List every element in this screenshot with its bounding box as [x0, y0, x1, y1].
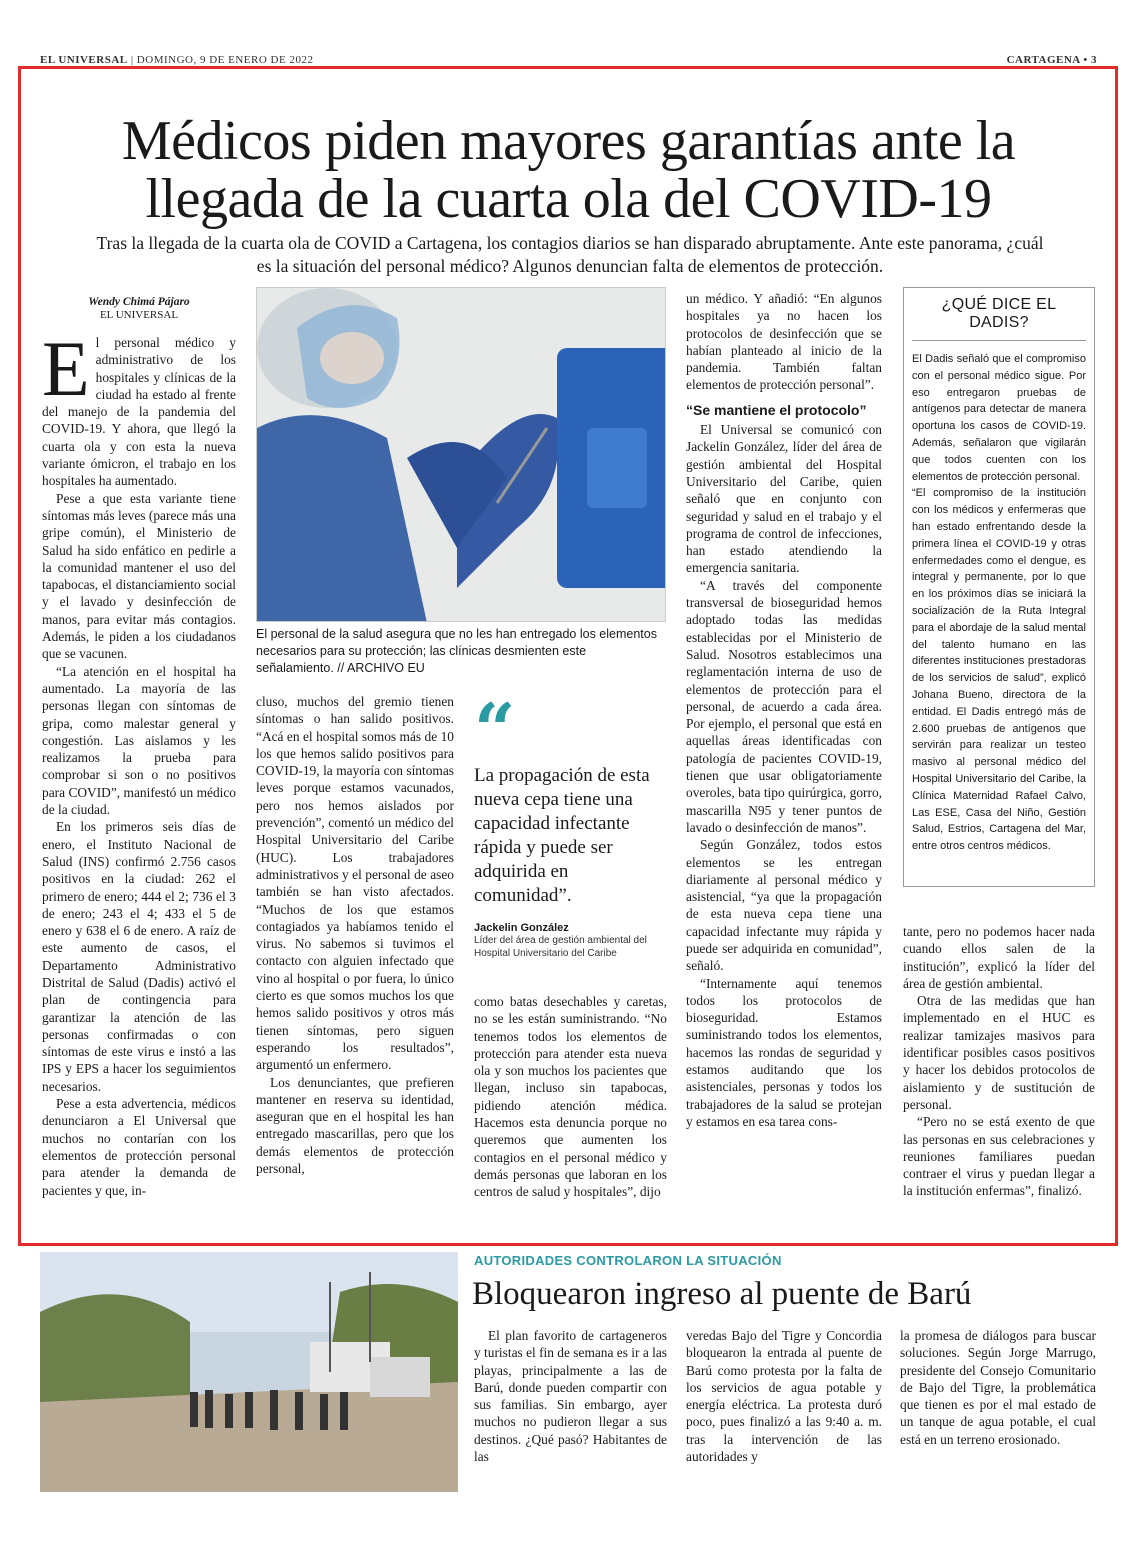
- article-column-1: [42, 296, 236, 1199]
- paragraph: como batas desechables y caretas, no se les están suministrando. “No tenemos todos los elementos de protección para atender esta nueva ola y son muchos los pacientes que llegan, incluso sin tapabocas, pidiendo atención médica. Hacemos esta denuncia porque no queremos que aumenten los contagios en el personal médico y demás personas que laboran en los centros de salud y hospitales”, dijo: [474, 994, 667, 1200]
- paragraph: Según González, todos estos elementos se les entregan diariamente al personal médico y asistencial, “ya que la propagación de esta nueva cepa tiene una capacidad infectante muy rápida y puede ser adquirida en comunidad”, señaló.: [686, 837, 882, 974]
- byline-author: Wendy Chimá Pájaro: [88, 296, 190, 308]
- article2-photo-protest: [40, 1252, 458, 1492]
- paragraph: El plan favorito de cartageneros y turistas el fin de semana es ir a las playas, principalmente a las de Barú, donde pueden compartir con sus familias. Sin embargo, ayer muchos no pudieron llegar a sus destinos. ¿Qué pasó? Habitantes de las: [474, 1328, 667, 1465]
- paragraph: El Universal se comunicó con Jackelin González, líder del área de gestión ambiental del Hospital Universitario del Caribe, quien señaló que en conjunto con seguridad y salud en el trabajo y el programa de control de infecciones, han estado atendiendo la emergencia sanitaria.: [686, 422, 882, 576]
- article-dek: Tras la llegada de la cuarta ola de COVID a Cartagena, los contagios diarios se han disparado abruptamente. Ante este panorama, ¿cuál es la situación del personal médico? Algunos denuncian falta de elementos de protección.: [96, 233, 1044, 276]
- paragraph: veredas Bajo del Tigre y Concordia bloquearon la entrada al puente de Barú como protesta por la falta de los servicios de agua potable y energía eléctrica. La protesta duró poco, pues finalizó a las 9:40 a. m. tras la intervención de las autoridades y: [686, 1328, 882, 1465]
- article-column-2: [256, 693, 454, 1177]
- nurse-vaccine-illustration: [257, 288, 666, 622]
- paragraph: Pese a esta advertencia, médicos denunciaron a El Universal que muchos no contarían con los elementos de protección personal para atender la demanda de pacientes y que, in-: [42, 1096, 236, 1198]
- paragraph: Pese a que esta variante tiene síntomas más leves (parece más una gripe común), el Ministerio de Salud ha sido enfático en pedirle a la comunidad mantener el uso del tapabocas, el distanciamiento social y el lavado y desinfección de manos, para evitar más contagios. Además, le piden a los ciudadanos que se vacunen.: [42, 490, 236, 662]
- paragraph: En los primeros seis días de enero, el Instituto Nacional de Salud (INS) confirmó 2.756 casos positivos en la ciudad: 262 el primero de enero; 444 el 2; 736 el 3 de enero; 243 el 4; 433 el 5 de enero y 638 el 6 de enero. A raíz de este aumento de casos, el Departamento Administrativo Distrital de Salud (Dadis) activó el plan de contingencia para garantizar la atención de las personas confirmadas o con síntomas de este virus e instó a las IPS y EPS a hacer los seguimientos necesarios.: [42, 819, 236, 1094]
- article-column-3: [474, 993, 667, 1201]
- dropcap: E: [42, 325, 90, 412]
- article2-column-1: [474, 1327, 667, 1465]
- photo-caption: El personal de la salud asegura que no les han entregado los elementos necesarios para su protección; las clínicas desmienten este señalamiento. // ARCHIVO EU: [256, 627, 657, 675]
- article2-kicker: AUTORIDADES CONTROLARON LA SITUACIÓN: [474, 1253, 782, 1268]
- quote-mark-icon: “: [474, 687, 516, 772]
- byline: [42, 296, 236, 322]
- protest-illustration: [40, 1252, 458, 1492]
- sidebar-dadis: [903, 287, 1095, 887]
- paragraph: “La atención en el hospital ha aumentado. La mayoría de las personas llegan con síntomas de gripa, como malestar general y congestión. Las aislamos y les realizamos la prueba para comprobar si son o no positivos para COVID”, manifestó un médico de la ciudad.: [42, 663, 236, 818]
- paragraph: Los denunciantes, que prefieren mantener en reserva su identidad, aseguran que en el hospital les han entregado mascarillas, pero que los demás elementos de protección personal,: [256, 1074, 454, 1177]
- article2-column-2: [686, 1327, 882, 1465]
- article-headline: Médicos piden mayores garantías ante la llegada de la cuarta ola del COVID-19: [121, 110, 1016, 230]
- paragraph: tante, pero no podemos hacer nada cuando ellos salen de la institución”, explicó la líder del área de gestión ambiental.: [903, 924, 1095, 991]
- pull-quote: [474, 687, 664, 960]
- article-column-5: [903, 923, 1095, 1200]
- quote-text: La propagación de esta nueva cepa tiene una capacidad infectante rápida y puede ser adquirida en comunidad”.: [474, 765, 650, 906]
- article-photo-nurse-vaccine: [256, 287, 666, 622]
- byline-org: EL UNIVERSAL: [99, 309, 179, 321]
- sidebar-paragraph: El Dadis señaló que el compromiso con el personal médico sigue. Por eso entregaron pruebas de antígenos para detectar de manera oportuna los casos de COVID-19. Además, señalaron que vigilarán que todos cuenten con los elementos de protección personal.: [912, 353, 1086, 483]
- paragraph: la promesa de diálogos para buscar soluciones. Según Jorge Marrugo, presidente del Consejo Comunitario de Bajo del Tigre, la problemática que tienen es por el mal estado de un tanque de agua potable, el cual está en un terreno erosionado.: [900, 1328, 1096, 1447]
- paragraph: “Internamente aquí tenemos todos los protocolos de bioseguridad. Estamos suministrando todos los elementos, hacemos las rondas de seguridad y estamos auditando que los asistenciales, personas y todos los trabajadores de la salud se protejan y estamos en esa tarea cons-: [686, 975, 882, 1129]
- paragraph: Otra de las medidas que han implementado en el HUC es realizar tamizajes masivos para identificar posibles casos positivos y hacer los debidos protocolos de aislamiento y de sustitución de personal.: [903, 993, 1095, 1112]
- article2-headline: Bloquearon ingreso al puente de Barú: [472, 1276, 972, 1312]
- quote-role: Líder del área de gestión ambiental del Hospital Universitario del Caribe: [474, 935, 647, 959]
- paragraph: El personal médico y administrativo de los hospitales y clínicas de la ciudad ha estado al frente del manejo de la pandemia del COVID-19. Y ahora, que llegó la cuarta ola y con esta la nueva variante ómicron, el trabajo en los hospitales ha aumentado.: [42, 325, 236, 489]
- paragraph: un médico. Y añadió: “En algunos hospitales ya no hacen los protocolos de desinfección que se habían planteado al inicio de la pandemia. También faltan elementos de protección personal”.: [686, 291, 882, 393]
- sidebar-title: ¿QUÉ DICE EL DADIS?: [912, 296, 1086, 341]
- paragraph: “Pero no se está exento de que las personas en sus celebraciones y reuniones familiares puedan contraer el virus y puedan llegar a la institución enfermas”, finalizó.: [903, 1114, 1095, 1199]
- paragraph: “A través del componente transversal de bioseguridad hemos adoptado todas las medidas establecidas por el Ministerio de Salud. Nosotros establecimos una reglamentación interna de uso de elementos de protección para el personal, de acuerdo a cada área. Por ejemplo, el personal que está en aquellas áreas identificadas con patología de pacientes COVID-19, tienen que usar obligatoriamente overoles, bata tipo quirúrgica, gorro, mascarilla N95 y tener puntos de lavado o desinfección de manos”.: [686, 577, 882, 835]
- quote-author: Jackelin González: [474, 922, 569, 934]
- section-label: CARTAGENA • 3: [1006, 54, 1097, 66]
- paragraph: cluso, muchos del gremio tienen síntomas o han salido positivos. “Acá en el hospital somos más de 10 los que hemos salido positivos para COVID-19, la mayoría con síntomas leves porque estamos vacunados, pero nos hemos aislados por prevención”, comentó un médico del Hospital Universitario del Caribe (HUC). Los trabajadores administrativos y el personal de aseo también se han visto afectados. “Muchos de los que estamos contagiados ya habíamos tenido el virus. No sabemos si tuvimos el contacto con alguien infectado que vino al hospital o por fuera, lo único cierto es que somos muchos los que hemos salido positivos y otros más tienen síntomas, pero siguen esperando los resultados”, argumentó un enfermero.: [256, 694, 454, 1073]
- article-column-4: [686, 290, 882, 1130]
- article2-column-3: [900, 1327, 1096, 1448]
- sidebar-paragraph: “El compromiso de la institución con los médicos y enfermeras que han estado enfrentando desde la primera línea el COVID-19 y otras enfermedades como el dengue, es integral y permanente, por lo que en los próximos días se iniciará la socialización de la Ruta Integral para el abordaje de la salud mental del talento humano en las diferentes instituciones prestadoras de los servicios de salud”, explicó Johana Bueno, directora de la entidad. El Dadis entregó más de 2.600 pruebas de antígenos que servirán para realizar un testeo masivo al personal médico del Hospital Universitario del Caribe, la Clínica Maternidad Rafael Calvo, Las ESE, Casa del Niño, Gestión Salud, Estrios, Cartagena del Mar, entre otros centros médicos.: [912, 487, 1086, 853]
- masthead-date: EL UNIVERSAL | DOMINGO, 9 DE ENERO DE 2022: [40, 54, 314, 66]
- subhead: “Se mantiene el protocolo”: [686, 401, 867, 418]
